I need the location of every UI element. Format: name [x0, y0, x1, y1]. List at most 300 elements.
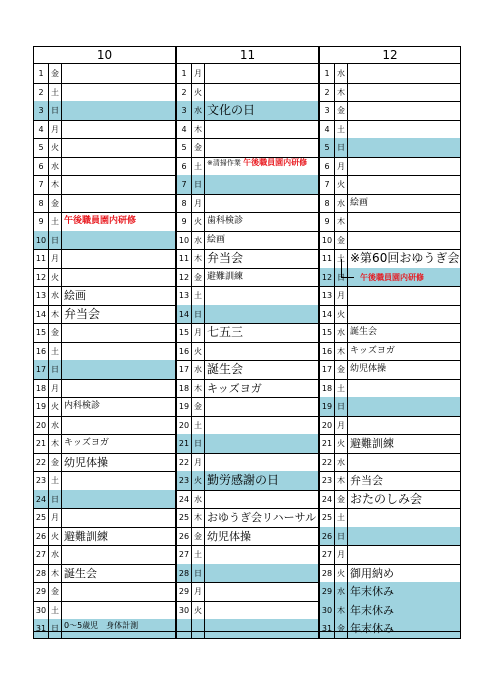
- weekday: 水: [192, 490, 205, 509]
- weekday: 土: [49, 471, 62, 490]
- day-number: 2: [177, 83, 192, 102]
- day-row: [319, 138, 461, 158]
- day-row: [176, 453, 319, 473]
- day-number: 1: [177, 64, 192, 83]
- day-row: [176, 582, 319, 602]
- day-number: 20: [320, 416, 335, 435]
- weekday: 月: [49, 120, 62, 139]
- day-number: 27: [320, 545, 335, 564]
- weekday: 火: [192, 471, 205, 490]
- day-row: [176, 416, 319, 436]
- day-row: [319, 268, 461, 288]
- weekday: 木: [192, 120, 205, 139]
- day-number: 3: [320, 101, 335, 120]
- day-row: [176, 564, 319, 584]
- weekday: 木: [49, 175, 62, 194]
- day-row: [319, 194, 461, 214]
- day-number: 13: [34, 286, 49, 305]
- day-number: 20: [34, 416, 49, 435]
- day-number: 4: [177, 120, 192, 139]
- day-row: [319, 175, 461, 195]
- weekday: 金: [49, 194, 62, 213]
- day-number: 27: [177, 545, 192, 564]
- day-number: 12: [177, 268, 192, 287]
- weekday: 月: [49, 379, 62, 398]
- day-number: 7: [34, 175, 49, 194]
- weekday: 日: [49, 619, 62, 638]
- event-text: 歯科検診: [207, 216, 244, 226]
- day-number: 18: [320, 379, 335, 398]
- day-number: 19: [320, 397, 335, 416]
- weekday: 日: [49, 490, 62, 509]
- day-row: [176, 508, 319, 528]
- event-note: ※清掃作業: [207, 158, 244, 167]
- day-number: 1: [34, 64, 49, 83]
- weekday: 金: [335, 490, 348, 509]
- day-number: 11: [320, 249, 335, 268]
- day-row: [33, 416, 176, 436]
- day-number: 22: [320, 453, 335, 472]
- day-number: 14: [34, 305, 49, 324]
- day-row: [33, 582, 176, 602]
- weekday: 土: [49, 212, 62, 231]
- event-text: 御用納め: [350, 566, 394, 580]
- day-number: 25: [34, 508, 49, 527]
- event-text: 誕生会: [207, 362, 244, 376]
- weekday: 水: [335, 64, 348, 83]
- weekday: 日: [335, 397, 348, 416]
- weekday: 火: [335, 564, 348, 583]
- day-row: [319, 342, 461, 362]
- day-number: 26: [34, 527, 49, 546]
- weekday: 火: [49, 268, 62, 287]
- day-number: 31: [320, 619, 335, 638]
- weekday: 月: [49, 249, 62, 268]
- day-number: 14: [320, 305, 335, 324]
- weekday: 火: [192, 601, 205, 620]
- day-number: 5: [177, 138, 192, 157]
- day-number: 7: [177, 175, 192, 194]
- day-number: 6: [320, 157, 335, 176]
- footer-text: 0～5歳児 身体計測: [64, 621, 139, 630]
- weekday: 木: [49, 564, 62, 583]
- weekday: 火: [192, 83, 205, 102]
- day-row: [33, 175, 176, 195]
- weekday: 火: [192, 212, 205, 231]
- weekday: 月: [335, 416, 348, 435]
- day-number: 21: [34, 434, 49, 453]
- month-header: 12: [319, 46, 461, 64]
- day-row: [319, 323, 461, 343]
- day-row: [176, 397, 319, 417]
- day-row: [33, 508, 176, 528]
- day-row: [176, 434, 319, 454]
- day-number: 16: [177, 342, 192, 361]
- weekday: 土: [192, 286, 205, 305]
- weekday: 木: [335, 342, 348, 361]
- day-number: 17: [177, 360, 192, 379]
- day-row: [319, 490, 461, 510]
- weekday: 月: [335, 286, 348, 305]
- event-text: キッズヨガ: [350, 345, 395, 356]
- weekday: 水: [335, 323, 348, 342]
- weekday: 日: [49, 360, 62, 379]
- day-row: [319, 527, 461, 547]
- event-text: 絵画: [64, 289, 86, 302]
- weekday: 月: [192, 323, 205, 342]
- day-number: 12: [34, 268, 49, 287]
- weekday: 金: [49, 582, 62, 601]
- day-row: [33, 231, 176, 251]
- day-number: 6: [34, 157, 49, 176]
- weekday: 土: [335, 508, 348, 527]
- weekday: 土: [335, 120, 348, 139]
- day-row: [176, 601, 319, 621]
- day-row: [176, 231, 319, 251]
- day-row: [319, 564, 461, 584]
- day-number: 19: [177, 397, 192, 416]
- day-row: [176, 323, 319, 343]
- weekday: 土: [192, 545, 205, 564]
- day-number: 31: [34, 619, 49, 638]
- event-text: 誕生会: [64, 566, 97, 580]
- event-text: 避難訓練: [207, 271, 244, 282]
- day-number: 9: [320, 212, 335, 231]
- day-number: 21: [177, 434, 192, 453]
- day-number: 29: [34, 582, 49, 601]
- day-row: [33, 545, 176, 565]
- event-text: 勤労感謝の日: [207, 473, 280, 487]
- event-text: [207, 158, 317, 177]
- day-row: [176, 64, 319, 84]
- day-number: 15: [320, 323, 335, 342]
- day-number: 5: [34, 138, 49, 157]
- weekday: 日: [335, 268, 348, 287]
- day-number: 30: [320, 601, 335, 620]
- weekday: 水: [49, 157, 62, 176]
- day-row: [176, 527, 319, 547]
- day-row: [33, 212, 176, 232]
- weekday: 土: [192, 416, 205, 435]
- weekday: 水: [335, 194, 348, 213]
- day-row: [319, 212, 461, 232]
- weekday: 金: [335, 360, 348, 379]
- weekday: 日: [335, 527, 348, 546]
- weekday: 木: [192, 508, 205, 527]
- weekday: 土: [49, 601, 62, 620]
- day-row: [33, 101, 176, 121]
- day-row: [33, 397, 176, 417]
- day-number: 11: [177, 249, 192, 268]
- event-text: 絵画: [350, 197, 369, 208]
- weekday: 日: [49, 101, 62, 120]
- day-number: 10: [320, 231, 335, 250]
- event-text: 文化の日: [207, 103, 256, 117]
- footer-note: [33, 620, 461, 632]
- day-number: 17: [34, 360, 49, 379]
- day-number: 10: [34, 231, 49, 250]
- day-row: [319, 416, 461, 436]
- day-number: 14: [177, 305, 192, 324]
- day-row: [33, 64, 176, 84]
- day-number: 24: [34, 490, 49, 509]
- weekday: 金: [335, 231, 348, 250]
- day-row: [176, 286, 319, 306]
- day-row: [319, 453, 461, 473]
- day-row: [176, 120, 319, 140]
- day-row: [319, 157, 461, 177]
- weekday: 金: [49, 64, 62, 83]
- day-row: [33, 490, 176, 510]
- day-number: 30: [34, 601, 49, 620]
- weekday: 木: [192, 379, 205, 398]
- day-number: 19: [34, 397, 49, 416]
- weekday: 金: [192, 397, 205, 416]
- day-number: 8: [34, 194, 49, 213]
- day-row: [319, 286, 461, 306]
- day-row: [176, 212, 319, 232]
- day-number: 18: [34, 379, 49, 398]
- event-text: ※第60回おゆうぎ会: [350, 251, 460, 265]
- day-number: 25: [320, 508, 335, 527]
- day-row: [33, 83, 176, 103]
- event-text: 避難訓練: [350, 437, 394, 450]
- day-number: 11: [34, 249, 49, 268]
- day-number: 10: [177, 231, 192, 250]
- weekday: 金: [192, 527, 205, 546]
- day-row: [33, 249, 176, 269]
- weekday: 火: [49, 397, 62, 416]
- weekday: 木: [335, 471, 348, 490]
- day-row: [176, 249, 319, 269]
- event-text: 年末休み: [350, 585, 394, 598]
- day-row: [319, 545, 461, 565]
- day-number: 23: [34, 471, 49, 490]
- day-number: 18: [177, 379, 192, 398]
- event-text: 弁当会: [350, 474, 383, 487]
- weekday: 月: [192, 194, 205, 213]
- day-row: [176, 83, 319, 103]
- weekday: 木: [335, 83, 348, 102]
- weekday: 火: [49, 527, 62, 546]
- day-number: 21: [320, 434, 335, 453]
- day-number: 28: [177, 564, 192, 583]
- day-row: [33, 138, 176, 158]
- event-text: おゆうぎ会リハーサル: [207, 511, 317, 524]
- weekday: 土: [49, 83, 62, 102]
- weekday: 月: [335, 157, 348, 176]
- day-row: [176, 545, 319, 565]
- weekday: 日: [49, 231, 62, 250]
- weekday: 月: [335, 545, 348, 564]
- day-number: 9: [34, 212, 49, 231]
- weekday: 金: [49, 323, 62, 342]
- day-number: 15: [34, 323, 49, 342]
- day-row: [319, 582, 461, 602]
- event-text: 幼児体操: [350, 364, 387, 374]
- weekday: 月: [192, 582, 205, 601]
- weekday: 木: [192, 249, 205, 268]
- day-number: 23: [177, 471, 192, 490]
- day-row: [176, 490, 319, 510]
- day-row: [176, 268, 319, 288]
- day-row: [33, 157, 176, 177]
- weekday: 木: [49, 434, 62, 453]
- day-row: [33, 379, 176, 399]
- event-text: 弁当会: [64, 306, 101, 321]
- day-number: 13: [177, 286, 192, 305]
- weekday: 土: [335, 379, 348, 398]
- day-number: 8: [177, 194, 192, 213]
- weekday: 日: [192, 175, 205, 194]
- day-row: [33, 120, 176, 140]
- day-row: [176, 101, 319, 121]
- day-row: [319, 101, 461, 121]
- day-number: 28: [34, 564, 49, 583]
- weekday: 火: [335, 175, 348, 194]
- event-red: 午後職員園内研修: [243, 157, 308, 167]
- day-row: [33, 323, 176, 343]
- day-number: 28: [320, 564, 335, 583]
- event-text: 幼児体操: [207, 529, 251, 543]
- event-text: 年末休み: [350, 603, 394, 617]
- weekday: 水: [49, 416, 62, 435]
- day-number: 17: [320, 360, 335, 379]
- weekday: 金: [335, 101, 348, 120]
- day-row: [33, 360, 176, 380]
- weekday: 水: [335, 582, 348, 601]
- day-row: [33, 305, 176, 325]
- weekday: 金: [49, 453, 62, 472]
- day-row: [176, 138, 319, 158]
- weekday: 水: [192, 360, 205, 379]
- day-row: [33, 471, 176, 491]
- day-number: 2: [320, 83, 335, 102]
- day-number: 23: [320, 471, 335, 490]
- weekday: 火: [335, 434, 348, 453]
- day-row: [176, 157, 319, 177]
- day-row: [33, 194, 176, 214]
- day-number: 3: [34, 101, 49, 120]
- day-number: 4: [320, 120, 335, 139]
- day-number: 3: [177, 101, 192, 120]
- day-number: 30: [177, 601, 192, 620]
- day-row: [33, 268, 176, 288]
- day-row: [176, 194, 319, 214]
- weekday: 土: [192, 157, 205, 176]
- day-row: [319, 83, 461, 103]
- weekday: 日: [192, 564, 205, 583]
- day-number: 29: [320, 582, 335, 601]
- weekday: 木: [49, 305, 62, 324]
- day-row: [33, 564, 176, 584]
- weekday: 水: [192, 101, 205, 120]
- day-number: 4: [34, 120, 49, 139]
- day-row: [33, 601, 176, 621]
- day-row: [33, 527, 176, 547]
- day-number: 26: [320, 527, 335, 546]
- weekday: 月: [49, 508, 62, 527]
- day-number: 8: [320, 194, 335, 213]
- weekday: 水: [192, 231, 205, 250]
- day-number: 20: [177, 416, 192, 435]
- weekday: 月: [192, 64, 205, 83]
- day-row: [319, 231, 461, 251]
- day-row: [319, 64, 461, 84]
- weekday: 水: [335, 453, 348, 472]
- day-number: 16: [320, 342, 335, 361]
- day-row: [319, 508, 461, 528]
- day-number: 22: [34, 453, 49, 472]
- arrow-icon: [341, 259, 354, 278]
- day-number: 5: [320, 138, 335, 157]
- day-number: 7: [320, 175, 335, 194]
- day-row: [319, 601, 461, 621]
- event-text: キッズヨガ: [64, 438, 109, 448]
- event-text: 年末休み: [350, 622, 394, 635]
- weekday: 金: [335, 619, 348, 638]
- calendar-table: [33, 46, 461, 635]
- day-row: [33, 286, 176, 306]
- day-row: [33, 342, 176, 362]
- day-row: [176, 360, 319, 380]
- event-text: 弁当会: [207, 251, 244, 265]
- weekday: 水: [49, 286, 62, 305]
- weekday: 火: [192, 342, 205, 361]
- day-number: 12: [320, 268, 335, 287]
- day-row: [319, 360, 461, 380]
- day-number: 26: [177, 527, 192, 546]
- weekday: 火: [49, 138, 62, 157]
- day-number: 9: [177, 212, 192, 231]
- day-row: [176, 342, 319, 362]
- day-row: [33, 453, 176, 473]
- event-text: 内科検診: [64, 401, 101, 411]
- weekday: 月: [192, 453, 205, 472]
- month-header: 11: [176, 46, 319, 64]
- event-text: おたのしみ会: [350, 491, 423, 506]
- day-number: 1: [320, 64, 335, 83]
- weekday: 土: [335, 249, 348, 268]
- weekday: 木: [335, 601, 348, 620]
- day-number: 2: [34, 83, 49, 102]
- day-row: [176, 379, 319, 399]
- day-number: 6: [177, 157, 192, 176]
- event-text: 避難訓練: [64, 529, 108, 543]
- day-number: 16: [34, 342, 49, 361]
- weekday: 土: [49, 342, 62, 361]
- event-text: 絵画: [207, 234, 226, 245]
- weekday: 木: [335, 212, 348, 231]
- day-row: [319, 471, 461, 491]
- weekday: 水: [49, 545, 62, 564]
- event-red: 午後職員園内研修: [360, 272, 424, 282]
- day-row: [319, 120, 461, 140]
- event-text: 午後職員園内研修: [64, 216, 137, 226]
- day-number: 24: [320, 490, 335, 509]
- weekday: 日: [192, 305, 205, 324]
- day-number: 15: [177, 323, 192, 342]
- day-row: [319, 305, 461, 325]
- weekday: 火: [335, 305, 348, 324]
- day-number: 24: [177, 490, 192, 509]
- event-text: 幼児体操: [64, 455, 108, 469]
- day-number: 22: [177, 453, 192, 472]
- month-header: 10: [33, 46, 176, 64]
- day-number: 13: [320, 286, 335, 305]
- day-number: 27: [34, 545, 49, 564]
- weekday: 日: [192, 434, 205, 453]
